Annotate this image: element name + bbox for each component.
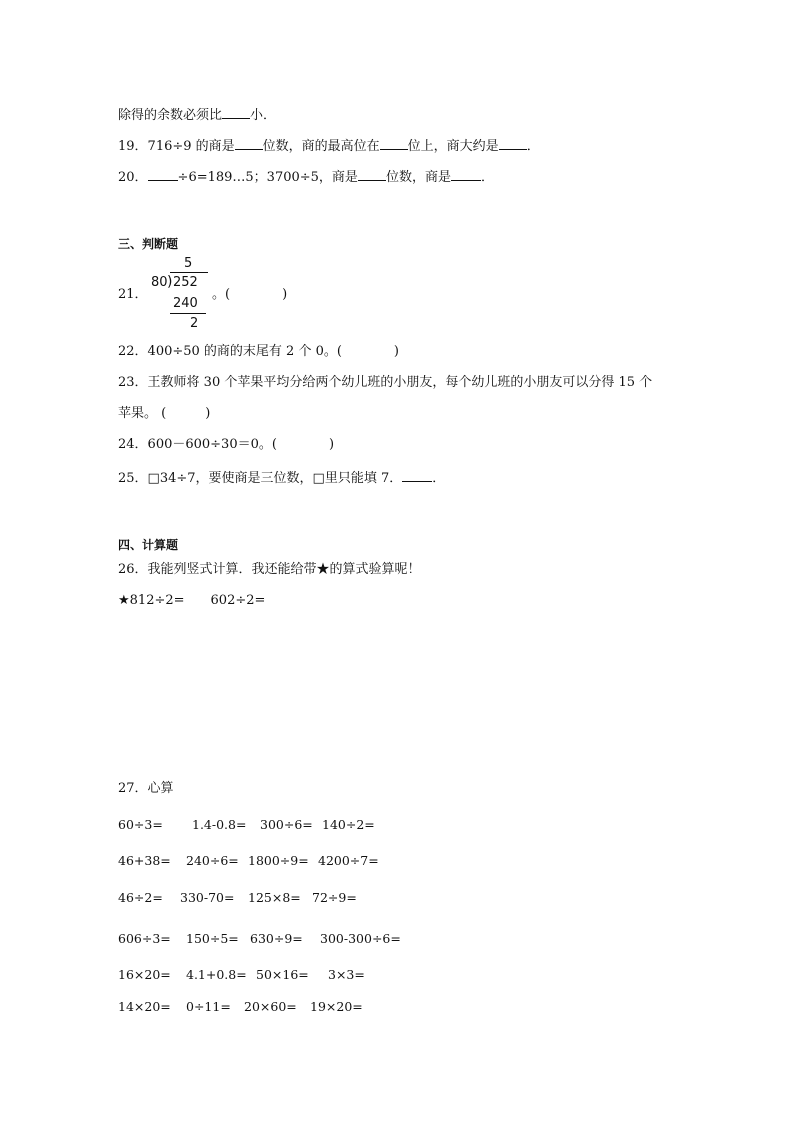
math-item: 4200÷7=: [318, 853, 379, 868]
math-item: 140÷2=: [322, 817, 375, 832]
division-dividend: 252: [173, 275, 198, 290]
mental-math-row: [118, 817, 391, 832]
question-23-line1: 23．王教师将 30 个苹果平均分给两个幼儿班的小朋友，每个幼儿班的小朋友可以分得 15 个: [118, 375, 653, 390]
question-22: 22．400÷50 的商的末尾有 2 个 0。( ): [118, 344, 400, 359]
math-item: 46÷2=: [118, 890, 163, 905]
division-bar: [170, 272, 208, 273]
answer-blank[interactable]: [499, 137, 527, 150]
math-item: 3×3=: [328, 967, 365, 982]
mental-math-row: [118, 853, 395, 868]
division-divisor: 80: [151, 275, 168, 290]
math-item: 46+38=: [118, 853, 171, 868]
question-27-title: 27．心算: [118, 781, 174, 796]
math-item: 150÷5=: [186, 931, 239, 946]
question-19: 19．716÷9 的商是 位数，商的最高位在 位上，商大约是 ．: [118, 139, 540, 154]
math-item: 1.4-0.8=: [192, 817, 247, 832]
answer-blank[interactable]: [380, 137, 408, 150]
calc-item: ★812÷2=: [118, 593, 185, 608]
section-heading-calculation: 四、计算题: [118, 538, 179, 552]
question-21-answer: [212, 287, 287, 303]
mental-math-row: [118, 967, 381, 982]
answer-blank[interactable]: [402, 469, 432, 482]
mental-math-row: [118, 931, 417, 946]
math-item: 16×20=: [118, 967, 171, 982]
math-item: 14×20=: [118, 999, 171, 1014]
math-item: 19×20=: [310, 999, 363, 1014]
division-bracket: ): [167, 274, 173, 290]
math-item: 4.1+0.8=: [186, 967, 247, 982]
math-item: 0÷11=: [186, 999, 231, 1014]
math-item: 72÷9=: [312, 890, 357, 905]
mental-math-row: [118, 890, 373, 905]
answer-blank[interactable]: [222, 106, 250, 119]
answer-blank[interactable]: [148, 168, 178, 181]
question-21-number: 21．: [118, 287, 148, 302]
question-18-tail: 除得的余数必须比 小．: [118, 108, 277, 123]
question-25: 25．□34÷7，要使商是三位数，□里只能填 7． ．: [118, 471, 446, 486]
math-item: 20×60=: [244, 999, 297, 1014]
math-item: 1800÷9=: [248, 853, 309, 868]
math-item: 300-300÷6=: [320, 931, 401, 946]
math-item: 50×16=: [256, 967, 309, 982]
question-26-items: [118, 593, 265, 609]
answer-blank[interactable]: [358, 168, 386, 181]
question-23-line2: 苹果。 ( ): [118, 406, 211, 421]
math-item: 60÷3=: [118, 817, 163, 832]
question-26: 26．我能列竖式计算．我还能给带★的算式验算呢！: [118, 562, 421, 577]
answer-blank[interactable]: [235, 137, 263, 150]
subtraction-line: [170, 313, 206, 314]
question-24: 24．600－600÷30＝0。( ): [118, 437, 335, 452]
division-product: 240: [173, 296, 198, 311]
math-item: 300÷6=: [260, 817, 313, 832]
math-item: 330-70=: [180, 890, 235, 905]
math-item: 125×8=: [248, 890, 301, 905]
calc-item: 602÷2=: [210, 593, 266, 608]
division-remainder: 2: [190, 316, 199, 331]
division-quotient: 5: [184, 256, 193, 271]
math-item: 606÷3=: [118, 931, 171, 946]
section-heading-judgement: 三、判断题: [118, 237, 179, 251]
answer-parentheses[interactable]: 。( ): [212, 287, 288, 302]
answer-blank[interactable]: [451, 168, 481, 181]
question-20: 20． ÷6=189…5；3700÷5，商是 位数，商是 ．: [118, 170, 494, 185]
math-item: 630÷9=: [250, 931, 303, 946]
mental-math-row: [118, 999, 379, 1014]
math-item: 240÷6=: [186, 853, 239, 868]
long-division-figure: [148, 256, 218, 334]
